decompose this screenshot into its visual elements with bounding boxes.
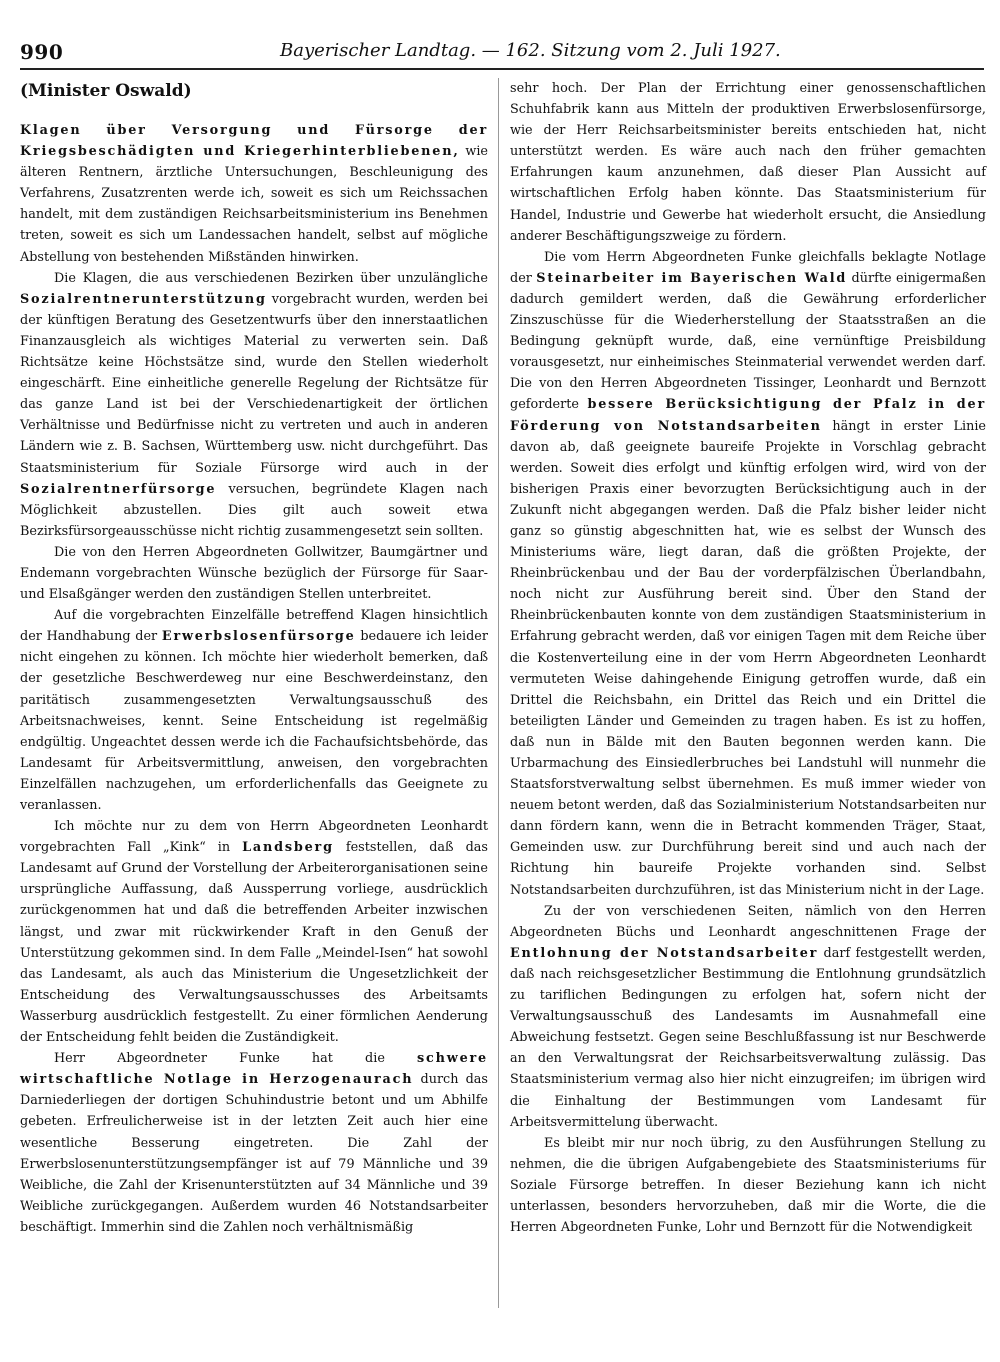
column-divider xyxy=(498,78,499,1308)
spaced-emphasis: Landsberg xyxy=(242,840,334,856)
speaker-label: (Minister Oswald) xyxy=(20,81,192,101)
paragraph: Es bleibt mir nur noch übrig, zu den Ausführungen Stellung zu nehmen, die die übrigen Aufgabengebiete des Staatsministeriums für Soziale Fürsorge betreffen. In dieser Beziehung kann ich nicht unterlassen, besonders hervorzuheben, daß mir die Worte, die die Herren Abgeordneten Funke, Lohr und Bernzott für die Notwendigkeit xyxy=(510,1135,986,1236)
right-column xyxy=(510,78,986,1238)
paragraph xyxy=(20,605,488,816)
text-run: Zu der von verschiedenen Seiten, nämlich von den Herren Abgeordneten Büchs und Leonhardt angeschnittenen Frage der xyxy=(510,903,986,940)
text-run: Die Klagen, die aus verschiedenen Bezirken über unzulängliche xyxy=(54,270,488,286)
left-column xyxy=(20,78,488,1238)
text-run: Herr Abgeordneter Funke hat die xyxy=(54,1051,418,1067)
text-run: durch das Darniederliegen der dortigen Schuhindustrie betont und um Abhilfe gebeten. Erfreulicherweise ist in der letzten Zeit auch hier eine wesentliche Besserung eingetreten. Die Zahl der Erwerbslosenunterstützungsempfänger ist auf 79 Männliche und 39 Weibliche, die Zahl der Krisenunterstützten auf 34 Männliche und 39 Weibliche zurückgegangen. Außerdem wurden 46 Notstandsarbeiter beschäftigt. Immerhin sind die Zahlen noch verhältnismäßig xyxy=(20,1072,488,1235)
text-run: darf festgestellt werden, daß nach reichsgesetzlicher Bestimmung die Entlohnung grundsätzlich zu tariflichen Bedingungen zu erfolgen hat, sofern nicht der Verwaltungsausschuß des Landesamts im Ausnahmefall eine Abweichung festsetzt. Gegen seine Beschlußfassung ist nur Beschwerde an den Verwaltungsrat der Reichsarbeitsverwaltung zulässig. Das Staatsministerium vermag also hier nicht einzugreifen; im übrigen wird die Einhaltung der Bestimmungen vom Landesamt für Arbeitsvermittelung überwacht. xyxy=(510,945,986,1130)
paragraph xyxy=(20,268,488,542)
text-run: versuchen, begründete Klagen nach Möglichkeit abzustellen. Dies gilt auch soweit etwa Bezirksfürsorgeausschüsse nicht richtig zusammengesetzt sein sollten. xyxy=(20,481,488,539)
page-header xyxy=(20,36,984,66)
spaced-emphasis: bessere Berücksichtigung der Pfalz in der Förderung von Notstandsarbeiten xyxy=(510,397,986,434)
paragraph: Die von den Herren Abgeordneten Gollwitzer, Baumgärtner und Endemann vorgebrachten Wünsche bezüglich der Fürsorge für Saar- und Elsaßgänger werden den zuständigen Stellen unterbreitet. xyxy=(20,544,488,603)
text-run: hängt in erster Linie davon ab, daß geeignete baureife Projekte in Vorschlag gebracht werden. Soweit dies erfolgt und künftig erfolgen wird, wird von der bisherigen Praxis einer bevorzugten Berücksichtigung auch in der Zukunft nicht abgegangen werden. Daß die Pfalz bisher leider nicht ganz so günstig abgeschnitten hat, wie es selbst der Wunsch des Ministeriums wäre, liegt daran, daß die größten Projekte, der Rheinbrückenbau und der Bau der vorderpfälzischen Überlandbahn, noch nicht zur Ausführung bereit sind. Über den Stand der Rheinbrückenbauten konnte von dem zuständigen Staatsministerium in Erfahrung gebracht werden, daß vor einigen Tagen mit dem Reiche über die Kostenverteilung eine in der vom Herrn Abgeordneten Leonhardt vermuteten Weise dahingehende Einigung getroffen wurde, daß ein Drittel die Reichsbahn, ein Drittel das Reich und ein Drittel die beteiligten Länder und Gemeinden zu tragen haben. Es ist zu hoffen, daß nun in Bälde mit den Bauten begonnen werden kann. Die Urbarmachung des Einsiedlerbruches bei Landstuhl will nunmehr die Staatsforstverwaltung selbst übernehmen. Es muß immer wieder von neuem betont werden, daß das Sozialministerium Notstandsarbeiten nur dann fördern kann, wenn die in Betracht kommenden Träger, Staat, Gemeinden usw. zur Durchführung bereit sind und auch nach der Richtung hin baureife Projekte vorhanden sind. Selbst Notstandsarbeiten durchzuführen, ist das Ministerium nicht in der Lage. xyxy=(510,418,986,898)
spaced-emphasis: Entlohnung der Notstandsarbeiter xyxy=(510,945,819,961)
page-number: 990 xyxy=(20,40,64,64)
spaced-emphasis: Klagen über Versorgung und Fürsorge der Kriegsbeschädigten und Kriegerhinterbliebenen, xyxy=(20,123,488,160)
text-run: bedauere ich leider nicht eingehen zu können. Ich möchte hier wiederholt bemerken, daß der gesetzliche Beschwerdeweg nur eine Beschwerdeinstanz, den paritätisch zusammengesetzten Verwaltungsausschuß des Arbeitsnachweises, kennt. Seine Entscheidung ist regelmäßig endgültig. Ungeachtet dessen werde ich die Fachaufsichtsbehörde, das Landesamt für Arbeitsvermittlung, anweisen, den vorgebrachten Einzelfällen nachzugehen, um erforderlichenfalls das Geeignete zu veranlassen. xyxy=(20,629,488,813)
text-run: Die vom Herrn Abgeordneten Funke gleichfalls beklagte Notlage der xyxy=(510,249,986,286)
spaced-emphasis: Steinarbeiter im Bayerischen Wald xyxy=(536,270,848,286)
header-rule xyxy=(20,68,984,70)
spaced-emphasis: Sozialrentnerunterstützung xyxy=(20,291,267,307)
paragraph xyxy=(510,247,986,901)
text-run: dürfte einigermaßen dadurch gemildert werden, daß die Gewährung erforderlicher Zinszuschüsse für die Wiederherstellung der Staatsstraßen an die Bedingung geknüpft wurde, daß, eine vernünftige Preisbildung vorausgesetzt, nur einheimisches Steinmaterial verwendet werden darf. Die von den Herren Abgeordneten Tissinger, Leonhardt und Bernzott geforderte xyxy=(510,270,986,413)
spaced-emphasis: Sozialrentnerfürsorge xyxy=(20,481,217,497)
running-head: Bayerischer Landtag. — 162. Sitzung vom 2. Juli 1927. xyxy=(280,40,781,61)
text-run: feststellen, daß das Landesamt auf Grund der Vorstellung der Arbeiterorganisationen seine ursprüngliche Auffassung, daß Aussperrung vorliege, ausdrücklich zurückgenommen hat und daß die betreffenden Arbeiter inzwischen längst, und zwar mit rückwirkender Kraft in den Genuß der Unterstützung gekommen sind. In dem Falle „Meindel-Isen“ hat sowohl das Landesamt, als auch das Ministerium die Ungesetzlichkeit der Entscheidung des Verwaltungsausschusses des Arbeitsamts Wasserburg ausdrücklich festgestellt. Zu einer förmlichen Aenderung der Entscheidung fehlt beiden die Zuständigkeit. xyxy=(20,840,488,1046)
text-run: wie älteren Rentnern, ärztliche Untersuchungen, Beschleunigung des Verfahrens, Zusatzrenten werde ich, soweit es sich um Reichssachen handelt, mit dem zuständigen Reichsarbeitsministerium ins Benehmen treten, soweit es sich um Landessachen handelt, selbst auf mögliche Abstellung von bestehenden Mißständen hinwirken. xyxy=(20,144,488,265)
paragraph xyxy=(510,901,986,1133)
paragraph xyxy=(20,120,488,268)
text-run: Ich möchte nur zu dem von Herrn Abgeordneten Leonhardt vorgebrachten Fall „Kink“ in xyxy=(20,819,488,856)
spaced-emphasis: Erwerbslosenfürsorge xyxy=(161,629,356,645)
paragraph xyxy=(20,1048,488,1238)
text-run: Auf die vorgebrachten Einzelfälle betreffend Klagen hinsichtlich der Handhabung der xyxy=(20,608,488,645)
paragraph xyxy=(20,816,488,1048)
text-run: vorgebracht wurden, werden bei der künftigen Beratung des Gesetzentwurfs über den innerstaatlichen Finanzausgleich als wichtiges Material zu verwerten sein. Daß Richtsätze keine Höchstsätze sind, wurde den Stellen wiederholt eingeschärft. Eine einheitliche generelle Regelung der Richtsätze für das ganze Land ist bei der Verschiedenartigkeit der örtlichen Verhältnisse und Bedürfnisse nicht zu vertreten und auch in anderen Ländern wie z. B. Sachsen, Württemberg usw. nicht durchgeführt. Das Staatsministerium für Soziale Fürsorge wird auch in der xyxy=(20,291,488,476)
paragraph: sehr hoch. Der Plan der Errichtung einer genossenschaftlichen Schuhfabrik kann aus Mitteln der produktiven Erwerbslosenfürsorge, wie der Herr Reichsarbeitsminister bereits entschieden hat, nicht unterstützt werden. Es wäre auch nach den früher gemachten Erfahrungen kaum anzunehmen, daß dieser Plan Aussicht auf wirtschaftlichen Erfolg haben könnte. Das Staatsministerium für Handel, Industrie und Gewerbe hat wiederholt ersucht, die Ansiedlung anderer Beschäftigungszweige zu fördern. xyxy=(510,81,986,244)
spaced-emphasis: schwere wirtschaftliche Notlage in Herzogenaurach xyxy=(20,1051,488,1088)
